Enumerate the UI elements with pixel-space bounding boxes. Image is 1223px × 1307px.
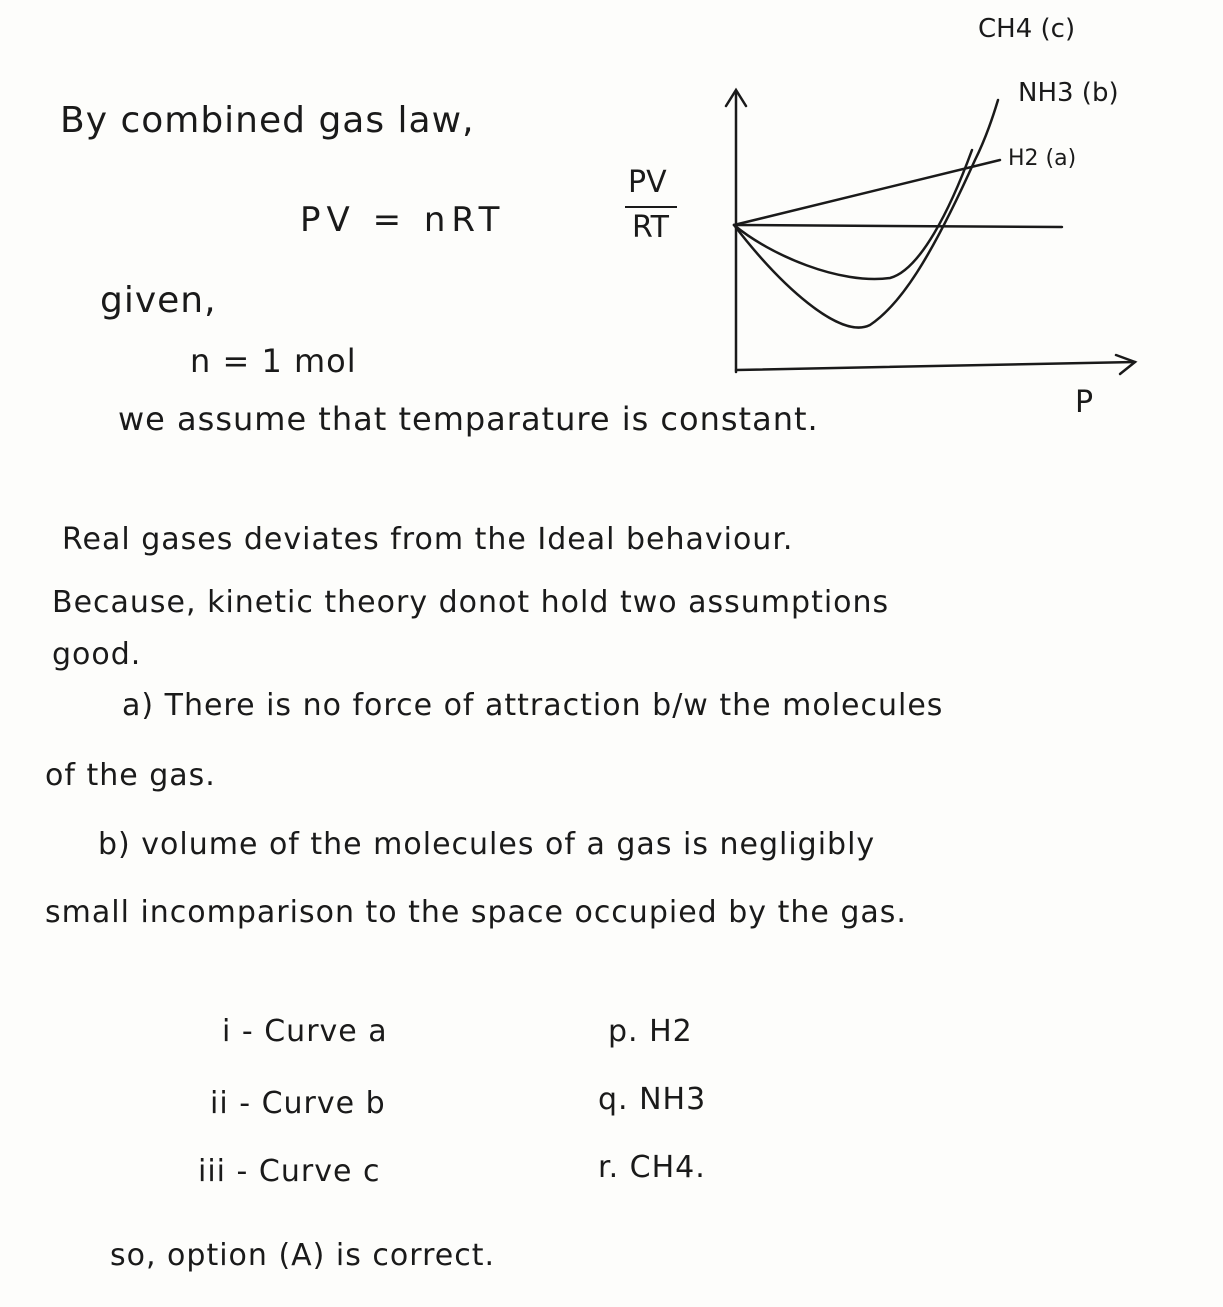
given-label: given,	[100, 280, 217, 321]
assumption-a-line-1: a) There is no force of attraction b/w the molecules	[122, 688, 944, 723]
conclusion-text: so, option (A) is correct.	[110, 1238, 496, 1273]
ch4-curve	[734, 150, 972, 279]
explanation-line-2: Because, kinetic theory donot hold two assumptions	[52, 585, 890, 620]
match-curve-1: i - Curve a	[222, 1014, 388, 1049]
explanation-line-1: Real gases deviates from the Ideal behaviour.	[62, 522, 794, 557]
explanation-line-3: good.	[52, 637, 142, 672]
assumption-text: we assume that temparature is constant.	[118, 400, 819, 438]
match-gas-3: r. CH4.	[598, 1150, 706, 1185]
ch4-curve-label: CH4 (c)	[978, 14, 1076, 44]
x-axis	[736, 362, 1135, 370]
assumption-b-line-2: small incomparison to the space occupied by the gas.	[45, 895, 907, 930]
y-label-numerator: PV	[628, 165, 667, 200]
h2-curve-label: H2 (a)	[1008, 146, 1077, 171]
ideal-gas-line	[734, 225, 1062, 227]
equation: PV = nRT	[300, 200, 506, 240]
x-axis-arrow	[1116, 355, 1135, 374]
assumption-b-line-1: b) volume of the molecules of a gas is negligibly	[98, 827, 876, 862]
nh3-curve-label: NH3 (b)	[1018, 78, 1119, 108]
match-curve-3: iii - Curve c	[198, 1154, 381, 1189]
nh3-curve	[734, 100, 998, 327]
match-curve-2: ii - Curve b	[210, 1086, 386, 1121]
y-label-denominator: RT	[632, 210, 669, 245]
assumption-a-line-2: of the gas.	[45, 758, 216, 793]
x-axis-label: P	[1075, 385, 1094, 420]
intro-text: By combined gas law,	[60, 100, 475, 141]
y-label-fraction-bar	[625, 206, 677, 208]
match-gas-1: p. H2	[608, 1014, 693, 1049]
given-value: n = 1 mol	[190, 342, 357, 380]
match-gas-2: q. NH3	[598, 1082, 707, 1117]
graph-svg	[600, 0, 1200, 460]
